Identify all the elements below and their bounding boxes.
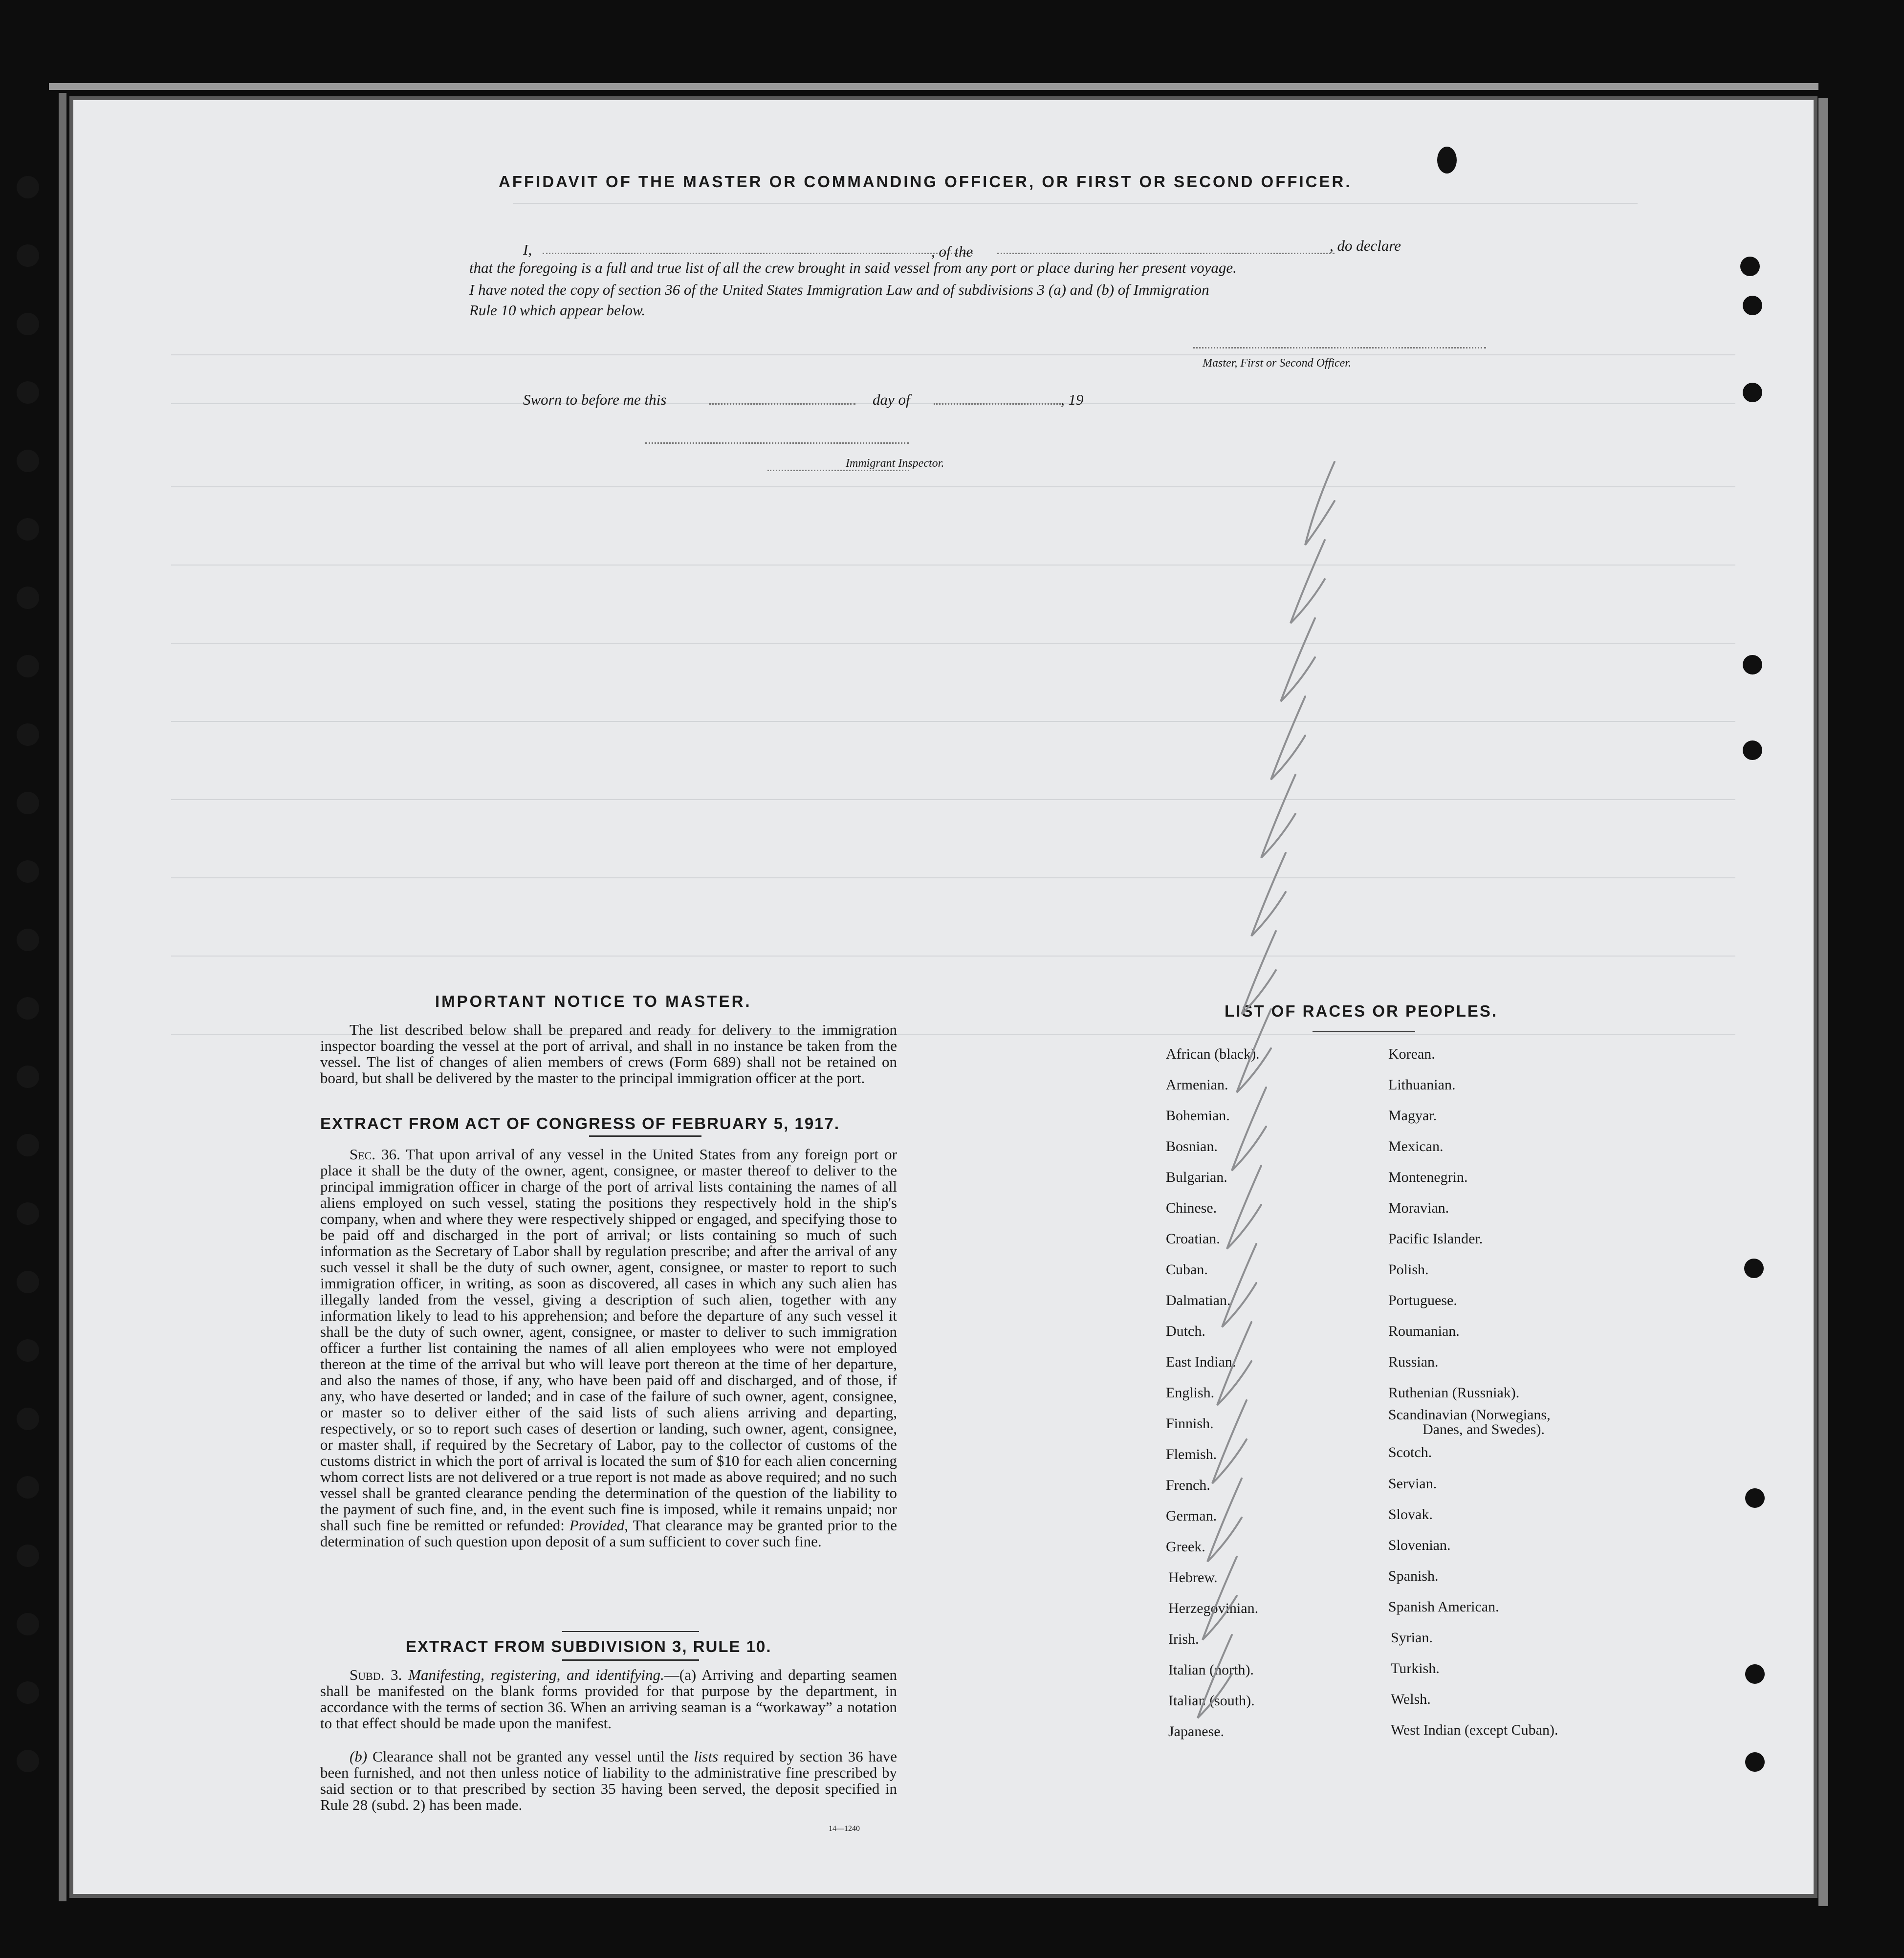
master-signature-label: Master, First or Second Officer. <box>1203 357 1351 370</box>
race-item: Slovak. <box>1388 1506 1433 1523</box>
race-item: Dalmatian. <box>1166 1292 1231 1308</box>
race-item: Herzegovinian. <box>1168 1600 1259 1616</box>
races-title: LIST OF RACES OR PEOPLES. <box>1225 1002 1498 1020</box>
race-item: Turkish. <box>1391 1660 1440 1676</box>
race-item: Welsh. <box>1391 1691 1431 1707</box>
race-item: English. <box>1166 1385 1215 1401</box>
race-item: Cuban. <box>1166 1262 1208 1278</box>
race-item: Irish. <box>1168 1631 1199 1647</box>
race-item: German. <box>1166 1508 1217 1524</box>
race-item: Armenian. <box>1166 1077 1228 1093</box>
para-b-lists: lists <box>694 1748 719 1765</box>
punch-hole <box>1743 383 1762 402</box>
extract-act-rule <box>589 1135 701 1137</box>
race-item: Spanish. <box>1388 1568 1439 1584</box>
bleed-through <box>73 100 1814 1894</box>
punch-hole <box>1743 296 1762 315</box>
race-item: Mexican. <box>1388 1138 1444 1154</box>
race-item: Syrian. <box>1391 1630 1433 1646</box>
race-item: Greek. <box>1166 1539 1205 1555</box>
name-blank[interactable] <box>543 253 973 254</box>
day-of-label: day of <box>873 391 910 408</box>
punch-hole <box>1743 655 1762 674</box>
page-edge-top <box>49 83 1818 90</box>
sworn-label: Sworn to before me this <box>523 391 667 408</box>
race-item: Montenegrin. <box>1388 1169 1468 1185</box>
race-item: Slovenian. <box>1388 1537 1451 1553</box>
subd-title: Manifesting, registering, and identifying. <box>408 1666 664 1683</box>
race-item: French. <box>1166 1477 1210 1493</box>
inspector-label: Immigrant Inspector. <box>846 457 944 470</box>
punch-hole <box>1744 1259 1764 1278</box>
race-item: Russian. <box>1388 1354 1439 1370</box>
subd-para-a: —(a) Arriving and departing seamen shall be manifested on the blank forms provided for that purpose by the department, in accordance with the terms of section 36. When an arriving seaman is a “workaway” a notation to that effect should be made upon the manifest. <box>320 1666 897 1732</box>
punch-hole <box>1745 1664 1765 1684</box>
affidavit-line-3: I have noted the copy of section 36 of the United States Immigration Law and of subdivisions 3 (a) and (b) of Immigration <box>469 281 1209 298</box>
affidavit-do-declare: , do declare <box>1330 237 1401 254</box>
para-b-label: (b) <box>350 1748 368 1765</box>
race-item: Scandinavian (Norwegians, <box>1388 1407 1551 1423</box>
sec-body: That upon arrival of any vessel in the United States from any foreign port or place it shall be the duty of the owner, agent, consignee, or master thereof to deliver to the principal immigration officer in charge of the port of arrival lists containing the names of all aliens employed on such vessel, stating the positions they respectively hold in the ship's company, when and where they were respectively shipped or engaged, and specifying those to be paid off and discharged in the port of arrival; or lists containing so much of such information as the Secretary of Labor shall by regulation prescribe; and after the arrival of any such vessel it shall be the duty of such owner, agent, consignee, or master to report to such immigration officer, in writing, as soon as discovered, all cases in which any such alien has illegally landed from the vessel, giving a description of such alien, together with any information likely to lead to his apprehension; and before the departure of any such vessel it shall be the duty of such owner, agent, consignee, or master to deliver to such immigration officer a further list containing the names of all alien employees who were not employed thereon at the time of the arrival but who will leave port thereon at the time of her departure, and also the names of those, if any, who have been paid off and discharged, and of those, if any, who have deserted or landed; and in case of the failure of such owner, agent, consignee, or master so to deliver either of the said lists of such aliens arriving and departing, respectively, or so to report such cases of desertion or landing, such owner, agent, consignee, or master shall, if required by the Secretary of Labor, pay to the collector of customs of the customs district in which the port of arrival is located the sum of $10 for each alien concerning whom correct lists are not delivered or a true report is not made as above required; and no such vessel shall be granted clearance pending the determination of the question of the liability to the payment of such fine, and, in the event such fine is imposed, while it remains unpaid; nor shall such fine be remitted or refunded: <box>320 1146 897 1534</box>
page-edge-right <box>1818 98 1828 1906</box>
form-number: 14—1240 <box>829 1825 860 1833</box>
race-item: Ruthenian (Russniak). <box>1388 1385 1520 1401</box>
notice-title: IMPORTANT NOTICE TO MASTER. <box>435 992 752 1010</box>
extract-rule-title: EXTRACT FROM SUBDIVISION 3, RULE 10. <box>406 1637 772 1655</box>
race-item: East Indian. <box>1166 1354 1236 1370</box>
extract-rule-para-a <box>320 1667 897 1731</box>
inspector-signature-line[interactable] <box>645 442 909 444</box>
para-b-1: Clearance shall not be granted any vessel until the <box>372 1748 689 1765</box>
race-item: Magyar. <box>1388 1108 1437 1124</box>
race-item: Italian (south). <box>1168 1693 1255 1709</box>
race-item: Finnish. <box>1166 1415 1214 1432</box>
sworn-day-blank[interactable] <box>709 403 855 405</box>
sec-body-end: That clearance may be granted prior to the determination of such question upon deposit of a sum sufficient to cover such fine. <box>320 1517 897 1550</box>
extract-rule-para-b <box>320 1748 897 1813</box>
punch-hole <box>1745 1488 1765 1508</box>
race-item: Servian. <box>1388 1476 1437 1492</box>
vessel-blank[interactable] <box>997 253 1335 254</box>
race-item: Portuguese. <box>1388 1292 1457 1308</box>
sec-label: Sec. 36. <box>350 1146 400 1163</box>
punch-hole <box>1740 257 1760 276</box>
extract-rule-rule-top <box>562 1631 699 1632</box>
handwritten-marks <box>1149 442 1393 1786</box>
extract-rule-rule <box>562 1659 699 1661</box>
race-item: Polish. <box>1388 1262 1429 1278</box>
race-item: Japanese. <box>1168 1723 1225 1740</box>
race-item: Croatian. <box>1166 1231 1220 1247</box>
race-item: Roumanian. <box>1388 1323 1460 1339</box>
race-item: Bosnian. <box>1166 1138 1218 1154</box>
race-item: Moravian. <box>1388 1200 1449 1216</box>
race-item: Chinese. <box>1166 1200 1217 1216</box>
affidavit-of-the: , of the <box>931 243 973 260</box>
race-item: Bulgarian. <box>1166 1169 1227 1185</box>
subd-label: Subd. 3. <box>350 1666 402 1683</box>
affidavit-i-label: I, <box>523 241 532 258</box>
para-b-2: required by section 36 have been furnished, and not then unless notice of liability to the administrative fine prescribed by said section or to that prescribed by section 35 having been served, the deposit specified in Rule 28 (subd. 2) has been made. <box>320 1748 897 1813</box>
proviso: Provided, <box>569 1517 629 1534</box>
sworn-month-blank[interactable] <box>934 403 1061 405</box>
race-item: Spanish American. <box>1388 1599 1499 1615</box>
punch-hole <box>1743 740 1762 760</box>
affidavit-line-2: that the foregoing is a full and true list of all the crew brought in said vessel from any port or place during her present voyage. <box>469 259 1237 276</box>
race-item: Pacific Islander. <box>1388 1231 1483 1247</box>
affidavit-line-4: Rule 10 which appear below. <box>469 302 646 319</box>
notice-body: The list described below shall be prepared and ready for delivery to the immigration inspector boarding the vessel at the port of arrival, and shall in no instance be taken from the vessel. The list of changes of alien members of crews (Form 689) shall not be retained on board, but shall be delivered by the master to the principal immigration officer at the port. <box>320 1021 897 1087</box>
race-item: Lithuanian. <box>1388 1077 1456 1093</box>
race-item-continued: Danes, and Swedes). <box>1423 1421 1545 1437</box>
race-item: Bohemian. <box>1166 1108 1230 1124</box>
page-edge-left <box>59 93 66 1901</box>
race-item: Korean. <box>1388 1046 1435 1062</box>
race-item: Hebrew. <box>1168 1569 1218 1586</box>
year-label: , 19 <box>1061 391 1084 408</box>
race-item: West Indian (except Cuban). <box>1391 1722 1558 1738</box>
race-item: Italian (north). <box>1168 1662 1254 1678</box>
race-item: Flemish. <box>1166 1446 1217 1462</box>
race-item: Dutch. <box>1166 1323 1205 1339</box>
affidavit-title: AFFIDAVIT OF THE MASTER OR COMMANDING OFFICER, OR FIRST OR SECOND OFFICER. <box>499 173 1352 191</box>
punch-mark <box>1437 147 1457 174</box>
extract-act-body <box>320 1146 897 1549</box>
race-item: African (black). <box>1166 1046 1260 1062</box>
race-item: Scotch. <box>1388 1444 1432 1460</box>
punch-hole <box>1745 1752 1765 1772</box>
document-page <box>73 100 1814 1894</box>
extract-act-title: EXTRACT FROM ACT OF CONGRESS OF FEBRUARY 5, 1917. <box>320 1114 840 1132</box>
master-signature-line[interactable] <box>1193 347 1486 348</box>
